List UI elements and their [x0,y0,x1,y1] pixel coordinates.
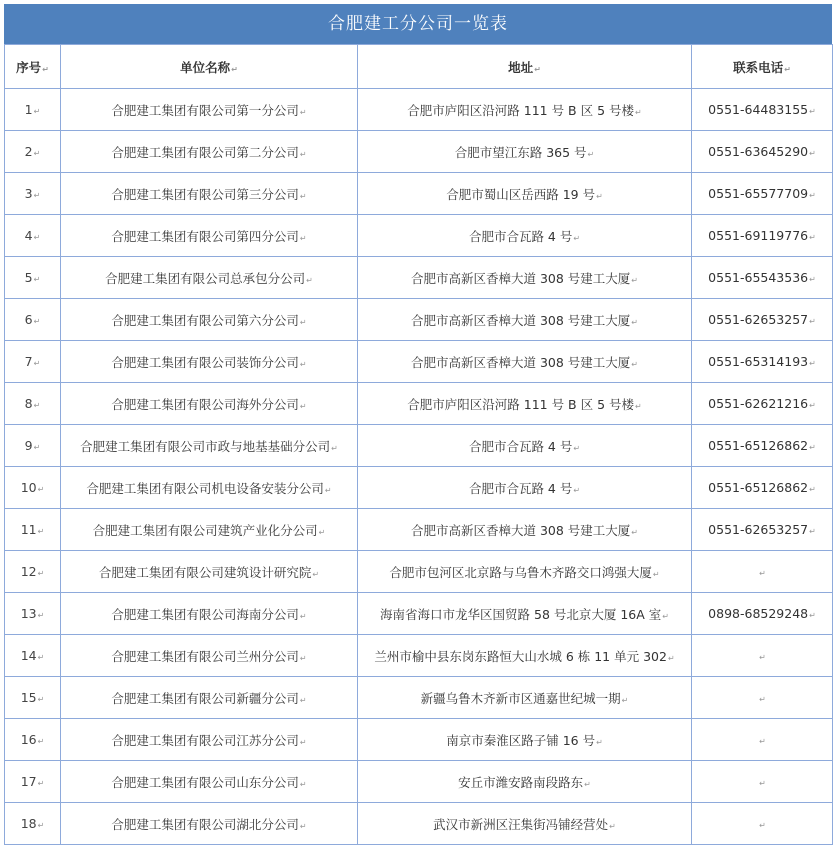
address: 合肥市庐阳区沿河路 111 号 B 区 5 号楼 ↵ [358,383,692,425]
table-row [5,215,833,257]
table-row [5,635,833,677]
table-row [5,803,833,845]
header-phone: 联系电话 ↵ [692,45,833,89]
address: 南京市秦淮区路子铺 16 号 ↵ [358,719,692,761]
company-name: 合肥建工集团有限公司海南分公司 ↵ [61,593,358,635]
phone: 0551-62653257 ↵ [692,509,833,551]
address: 合肥市高新区香樟大道 308 号建工大厦 ↵ [358,257,692,299]
table-row [5,677,833,719]
company-name: 合肥建工集团有限公司装饰分公司 ↵ [61,341,358,383]
row-index: 4 ↵ [5,215,61,257]
table-row [5,131,833,173]
row-index: 1 ↵ [5,89,61,131]
header-name: 单位名称 ↵ [61,45,358,89]
company-name: 合肥建工集团有限公司机电设备安装分公司 ↵ [61,467,358,509]
table-row [5,551,833,593]
company-name: 合肥建工集团有限公司第六分公司 ↵ [61,299,358,341]
row-index: 10 ↵ [5,467,61,509]
phone: 0551-63645290 ↵ [692,131,833,173]
phone: 0898-68529248 ↵ [692,593,833,635]
table-row [5,425,833,467]
row-index: 15 ↵ [5,677,61,719]
phone [692,551,833,593]
table-row [5,467,833,509]
header-row [5,45,833,89]
phone: 0551-65577709 ↵ [692,173,833,215]
phone: 0551-65543536 ↵ [692,257,833,299]
address: 安丘市潍安路南段路东 ↵ [358,761,692,803]
company-name: 合肥建工集团有限公司第四分公司 ↵ [61,215,358,257]
company-name: 合肥建工集团有限公司第二分公司 ↵ [61,131,358,173]
address: 武汉市新洲区汪集街冯铺经营处 ↵ [358,803,692,845]
company-name: 合肥建工集团有限公司山东分公司 ↵ [61,761,358,803]
row-index: 2 ↵ [5,131,61,173]
company-name: 合肥建工集团有限公司新疆分公司 ↵ [61,677,358,719]
row-index: 8 ↵ [5,383,61,425]
row-index: 16 ↵ [5,719,61,761]
row-index: 5 ↵ [5,257,61,299]
address: 合肥市高新区香樟大道 308 号建工大厦 ↵ [358,509,692,551]
company-name: 合肥建工集团有限公司总承包分公司 ↵ [61,257,358,299]
phone [692,677,833,719]
table-row [5,509,833,551]
phone: 0551-65314193 ↵ [692,341,833,383]
address: 合肥市望江东路 365 号 ↵ [358,131,692,173]
header-address: 地址 ↵ [358,45,692,89]
company-table-container [4,4,832,845]
table-row [5,89,833,131]
address: 合肥市庐阳区沿河路 111 号 B 区 5 号楼 ↵ [358,89,692,131]
address: 合肥市高新区香樟大道 308 号建工大厦 ↵ [358,299,692,341]
table-row [5,299,833,341]
row-index: 3 ↵ [5,173,61,215]
phone: 0551-64483155 ↵ [692,89,833,131]
row-index: 9 ↵ [5,425,61,467]
row-index: 14 ↵ [5,635,61,677]
row-index: 18 ↵ [5,803,61,845]
company-name: 合肥建工集团有限公司海外分公司 ↵ [61,383,358,425]
phone: 0551-62653257 ↵ [692,299,833,341]
row-index: 11 ↵ [5,509,61,551]
phone: 0551-62621216 ↵ [692,383,833,425]
company-name: 合肥建工集团有限公司湖北分公司 ↵ [61,803,358,845]
company-name: 合肥建工集团有限公司建筑设计研究院 ↵ [61,551,358,593]
table-row [5,719,833,761]
address: 合肥市合瓦路 4 号 ↵ [358,425,692,467]
address: 合肥市蜀山区岳西路 19 号 ↵ [358,173,692,215]
company-name: 合肥建工集团有限公司市政与地基基础分公司 ↵ [61,425,358,467]
address: 合肥市合瓦路 4 号 ↵ [358,467,692,509]
phone [692,803,833,845]
table-row [5,257,833,299]
address: 海南省海口市龙华区国贸路 58 号北京大厦 16A 室 ↵ [358,593,692,635]
address: 合肥市高新区香樟大道 308 号建工大厦 ↵ [358,341,692,383]
address: 兰州市榆中县东岗东路恒大山水城 6 栋 11 单元 302 ↵ [358,635,692,677]
company-name: 合肥建工集团有限公司兰州分公司 ↵ [61,635,358,677]
phone [692,635,833,677]
company-name: 合肥建工集团有限公司第一分公司 ↵ [61,89,358,131]
phone: 0551-65126862 ↵ [692,425,833,467]
company-name: 合肥建工集团有限公司建筑产业化分公司 ↵ [61,509,358,551]
company-name: 合肥建工集团有限公司江苏分公司 ↵ [61,719,358,761]
address: 合肥市合瓦路 4 号 ↵ [358,215,692,257]
company-name: 合肥建工集团有限公司第三分公司 ↵ [61,173,358,215]
table-row [5,383,833,425]
table-row [5,173,833,215]
row-index: 17 ↵ [5,761,61,803]
phone [692,761,833,803]
company-table [4,44,833,845]
table-title: 合肥建工分公司一览表 [4,4,832,44]
row-index: 7 ↵ [5,341,61,383]
row-index: 6 ↵ [5,299,61,341]
row-index: 12 ↵ [5,551,61,593]
phone: 0551-65126862 ↵ [692,467,833,509]
phone [692,719,833,761]
table-row [5,761,833,803]
row-index: 13 ↵ [5,593,61,635]
address: 新疆乌鲁木齐新市区通嘉世纪城一期 ↵ [358,677,692,719]
address: 合肥市包河区北京路与乌鲁木齐路交口鸿强大厦 ↵ [358,551,692,593]
table-row [5,341,833,383]
phone: 0551-69119776 ↵ [692,215,833,257]
table-row [5,593,833,635]
header-index: 序号 ↵ [5,45,61,89]
